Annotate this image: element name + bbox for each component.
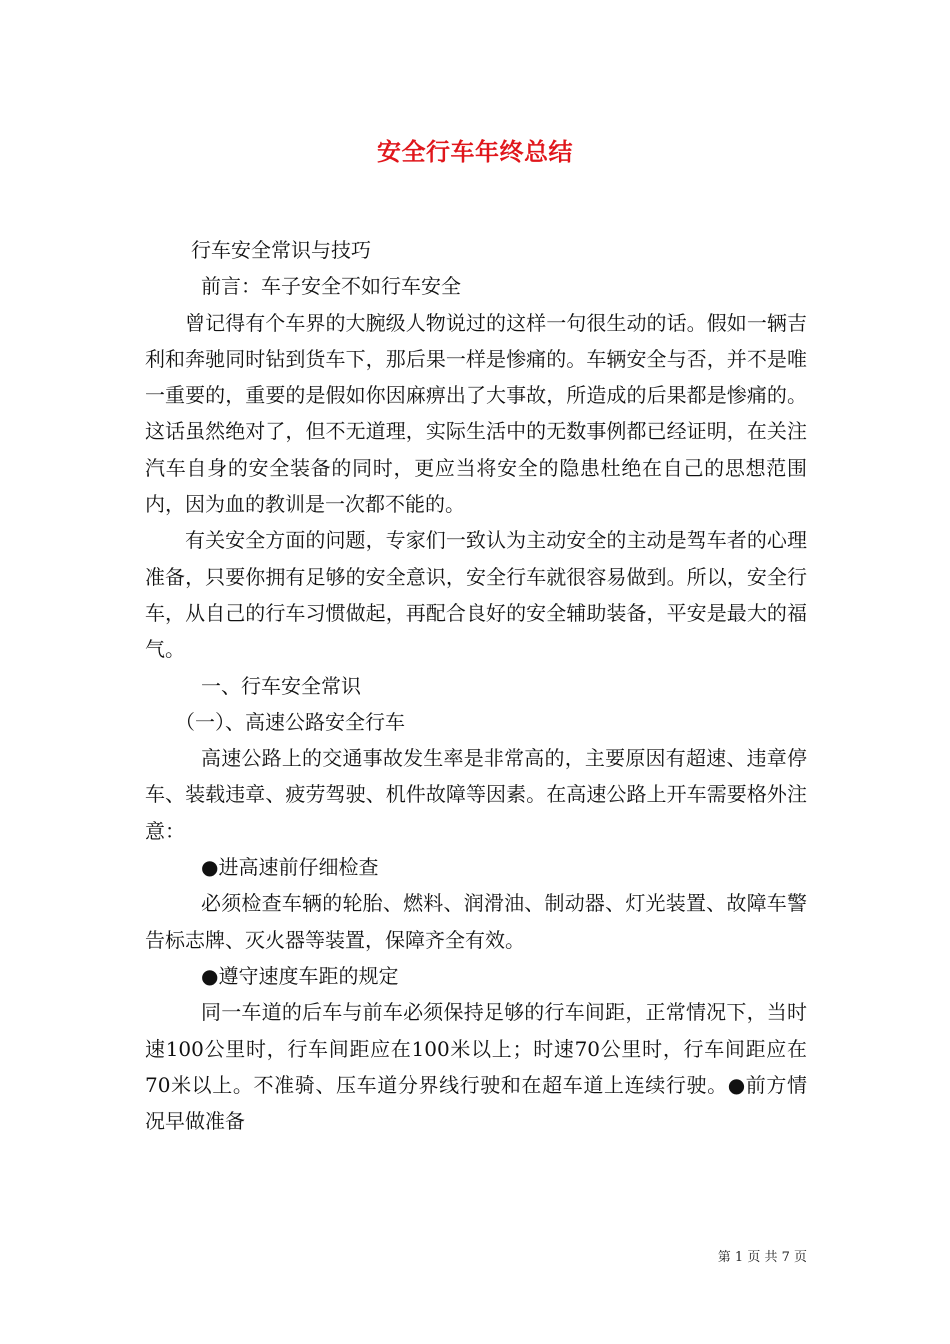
section-heading: 一、行车安全常识	[201, 673, 361, 698]
body-paragraph: 高速公路上的交通事故发生率是非常高的，主要原因有超速、违章停车、装载违章、疲劳驾驶、机件故障等因素。在高速公路上开车需要格外注意：	[145, 746, 807, 843]
body-paragraph: 必须检查车辆的轮胎、燃料、润滑油、制动器、灯光装置、故障车警告标志牌、灭火器等装置，保障齐全有效。	[145, 891, 807, 952]
document-title: 安全行车年终总结	[377, 137, 573, 166]
subsection-heading: （一）、高速公路安全行车	[175, 709, 405, 734]
page-number: 第 1 页 共 7 页	[717, 1250, 807, 1265]
body-paragraph: 同一车道的后车与前车必须保持足够的行车间距，正常情况下，当时速100公里时，行车间距应在100米以上；时速70公里时，行车间距应在70米以上。不准骑、压车道分界线行驶和在超车道上连续行驶。●前方情况早做准备	[145, 1000, 807, 1134]
document-body	[145, 232, 807, 1139]
body-paragraph: 曾记得有个车界的大腕级人物说过的这样一句很生动的话。假如一辆吉利和奔驰同时钻到货车下，那后果一样是惨痛的。车辆安全与否，并不是唯一重要的，重要的是假如你因麻痹出了大事故，所造成的后果都是惨痛的。这话虽然绝对了，但不无道理，实际生活中的无数事例都已经证明，在关注汽车自身的安全装备的同时，更应当将安全的隐患杜绝在自己的思想范围内，因为血的教训是一次都不能的。	[145, 310, 807, 517]
section-heading: 行车安全常识与技巧	[191, 238, 371, 262]
preface-line: 前言：车子安全不如行车安全	[201, 274, 461, 299]
body-paragraph: 有关安全方面的问题，专家们一致认为主动安全的主动是驾车者的心理准备，只要你拥有足够的安全意识，安全行车就很容易做到。所以，安全行车，从自己的行车习惯做起，再配合良好的安全辅助装备，平安是最大的福气。	[145, 528, 807, 662]
bullet-heading: ●进高速前仔细检查	[201, 855, 379, 880]
bullet-heading: ●遵守速度车距的规定	[201, 963, 399, 988]
